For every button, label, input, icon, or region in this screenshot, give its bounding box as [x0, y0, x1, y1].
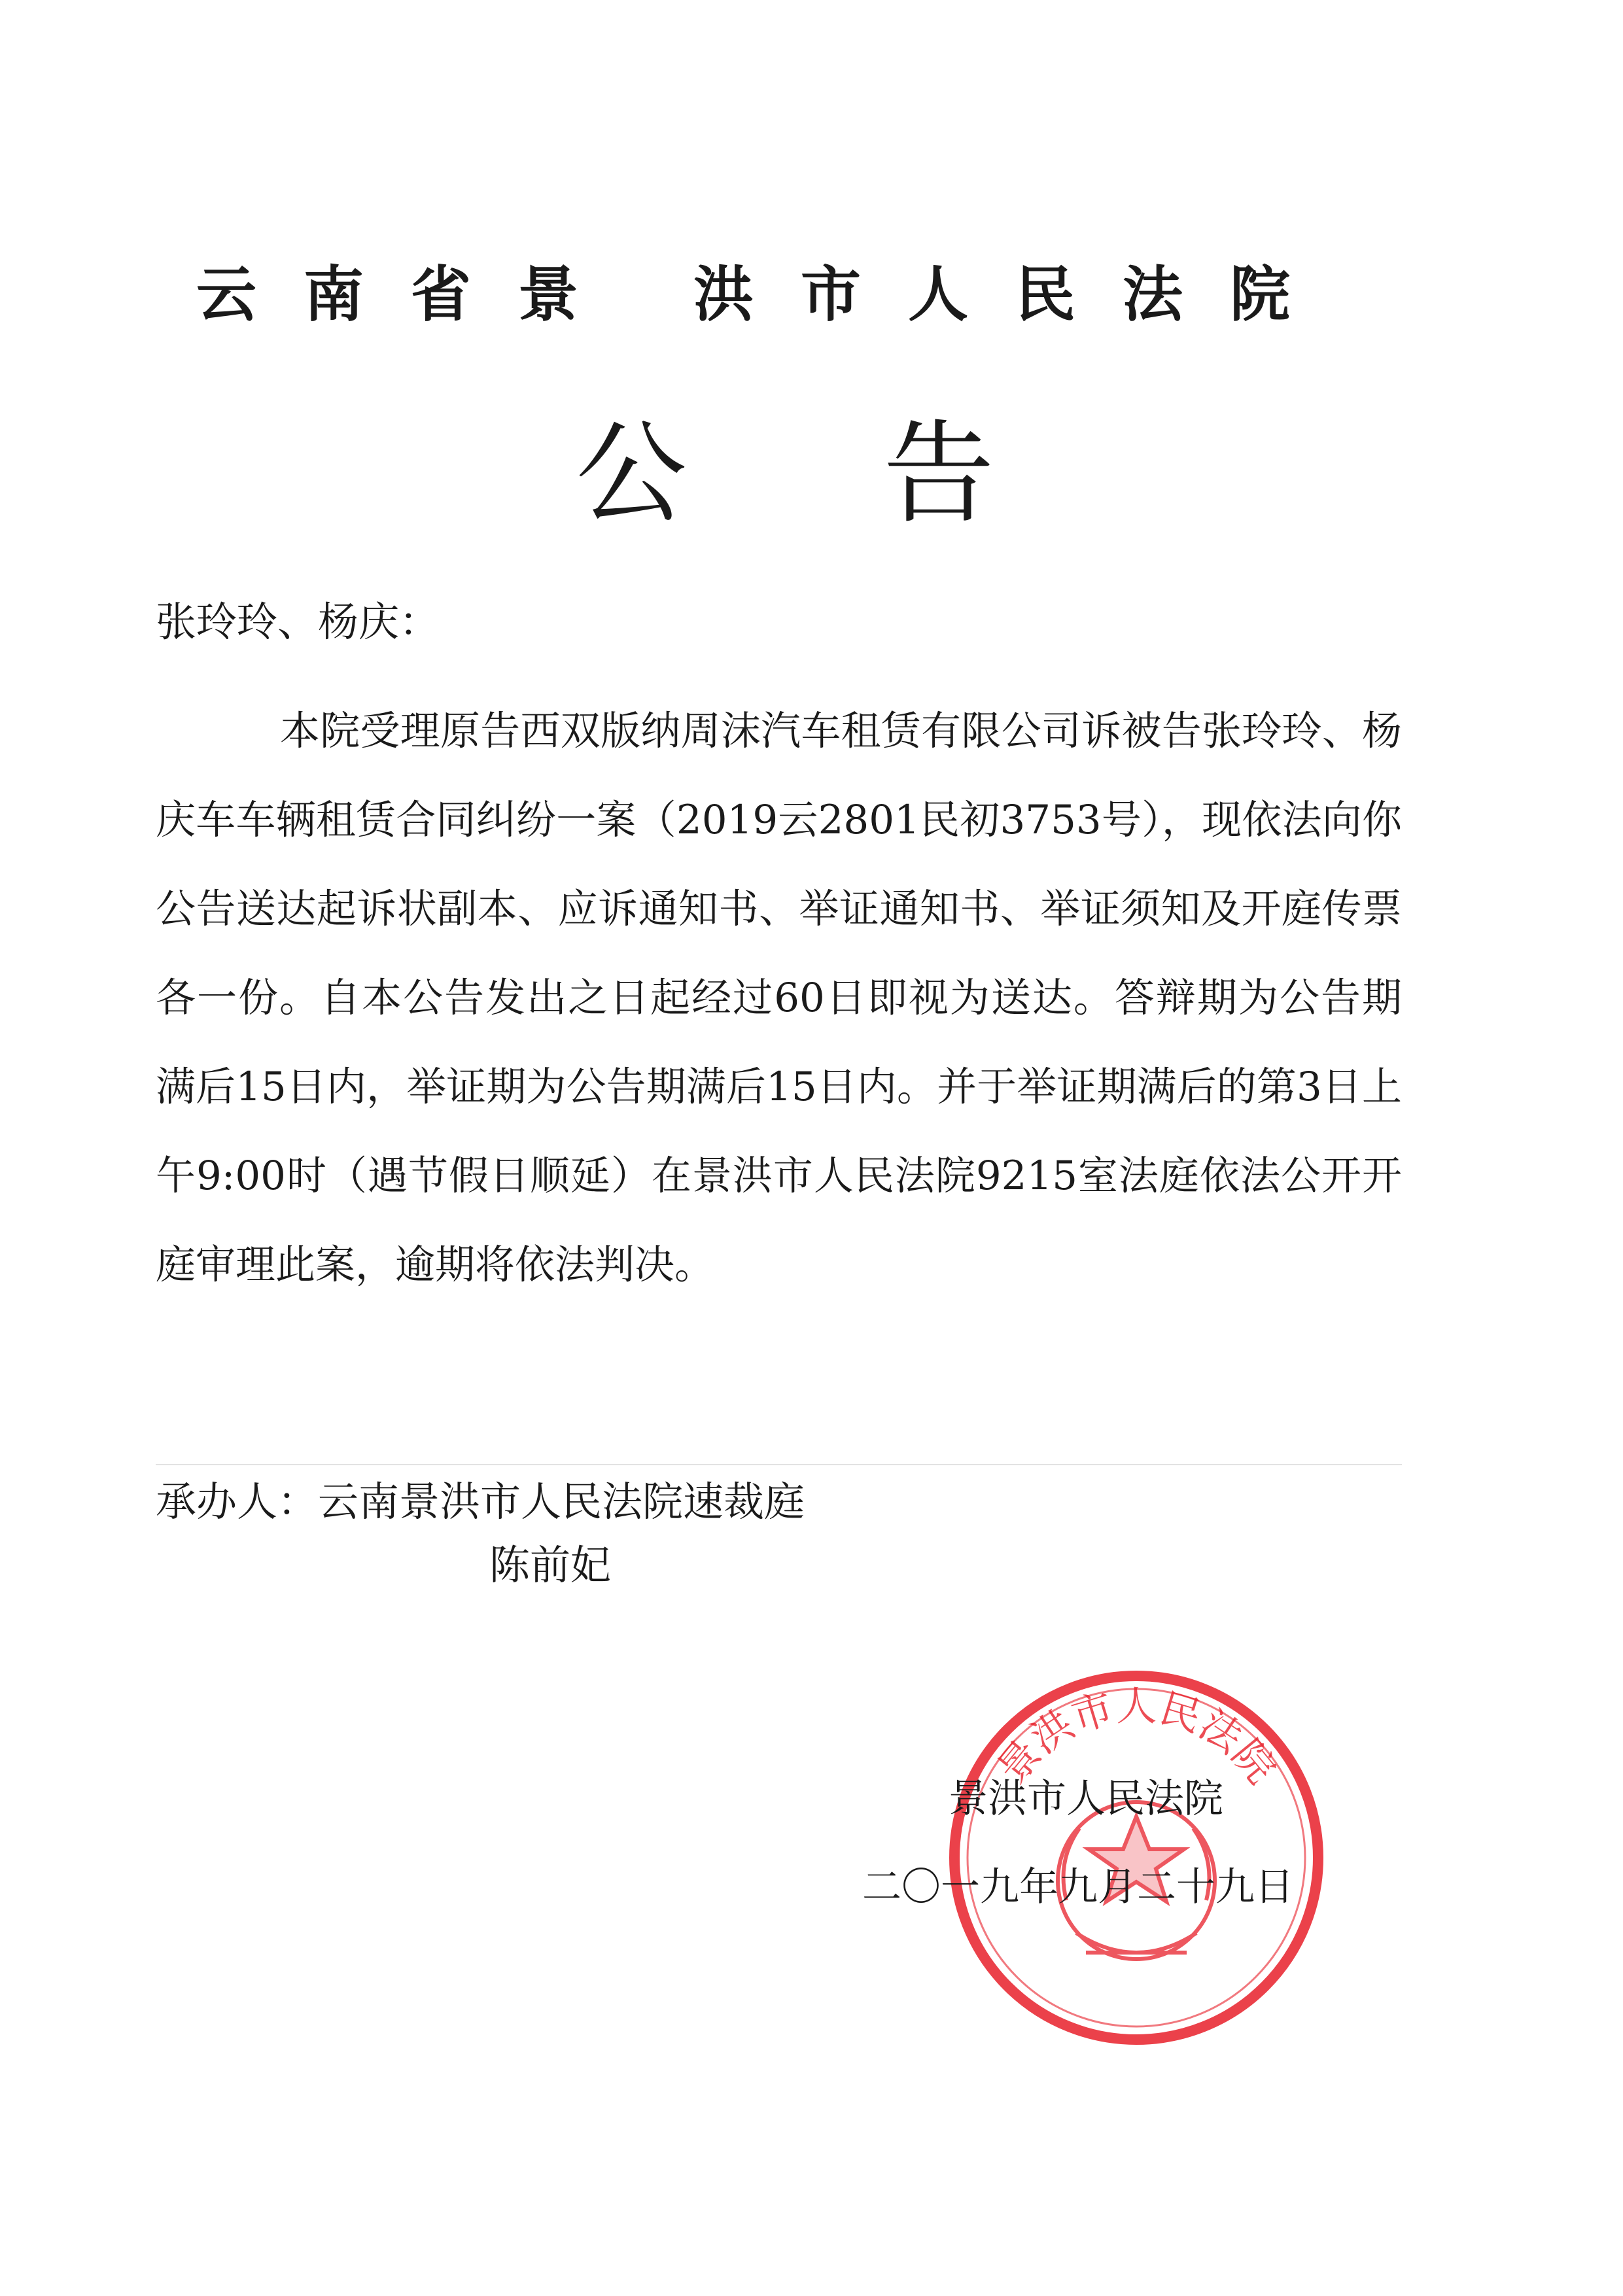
document-title: 公告 [576, 409, 1191, 539]
handler-line: 承办人：云南景洪市人民法院速裁庭 [156, 1478, 805, 1525]
court-name-heading: 云南省景 洪市人民法院 [196, 260, 1338, 330]
issuer-name: 景洪市人民法院 [949, 1776, 1223, 1822]
divider-line [156, 1464, 1402, 1465]
notice-body: 本院受理原告西双版纳周沫汽车租赁有限公司诉被告张玲玲、杨庆车车辆租赁合同纠纷一案（2019云2801民初3753号），现依法向你公告送达起诉状副本、应诉通知书、举证通知书、举证须知及开庭传票各一份。自本公告发出之日起经过60日即视为送达。答辩期为公告期满后15日内，举证期为公告期满后15日内。并于举证期满后的第3日上午9:00时（遇节假日顺延）在景洪市人民法院9215室法庭依法公开开庭审理此案，逾期将依法判决。 [156, 708, 1402, 1288]
issue-date: 二〇一九年九月二十九日 [862, 1864, 1294, 1910]
court-seal-stamp [945, 1665, 1328, 2051]
handler-name: 陈前妃 [489, 1541, 612, 1589]
addressee-line: 张玲玲、杨庆： [156, 598, 440, 646]
seal-text: 景洪市人民法院 [988, 1682, 1285, 1793]
